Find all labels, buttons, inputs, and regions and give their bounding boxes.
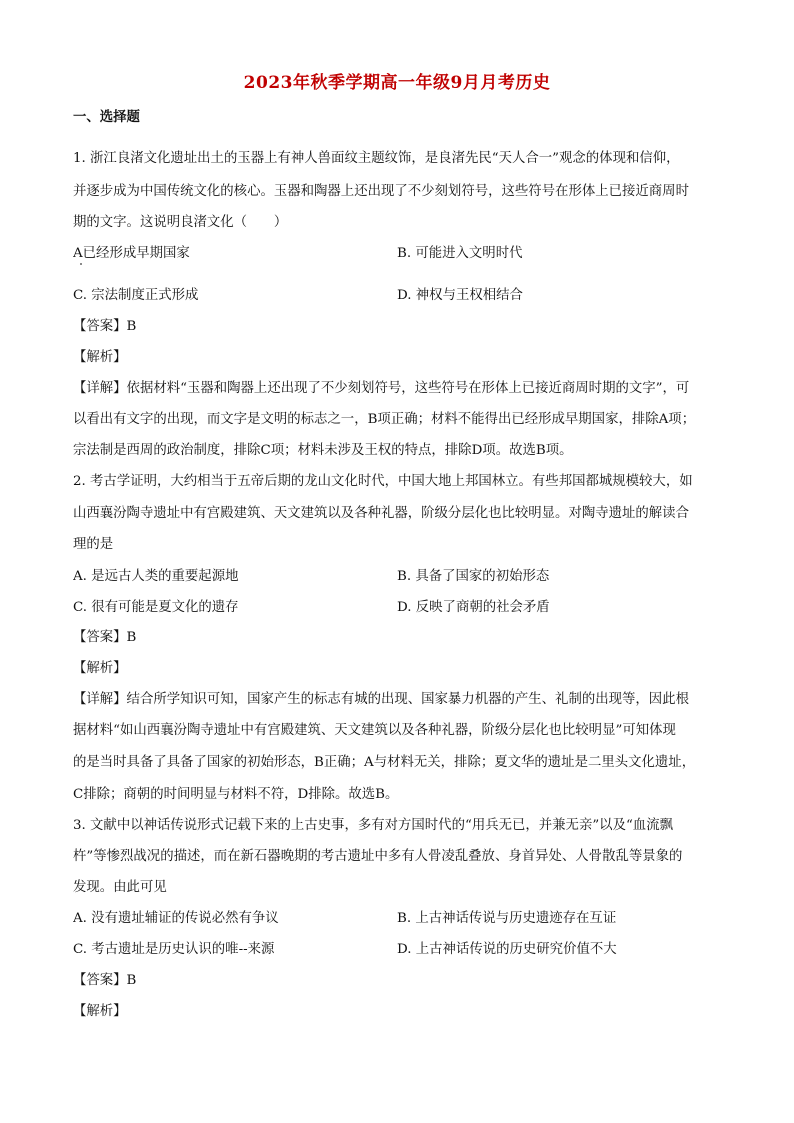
q3-stem-line3: 发现。由此可见	[73, 880, 167, 895]
section-heading: 一、选择题	[73, 109, 140, 125]
q2-option-c: C. 很有可能是夏文化的遗存	[73, 600, 239, 615]
q3-option-b: B. 上古神话传说与历史遗迹存在互证	[397, 911, 617, 926]
q1-option-c: C. 宗法制度正式形成	[73, 288, 199, 303]
q1-answer: 【答案】B	[73, 319, 137, 334]
q3-analysis-label: 【解析】	[73, 1004, 127, 1019]
q2-detail-line1: 【详解】结合所学知识可知，国家产生的标志有城的出现、国家暴力机器的产生、礼制的出现等，因此根	[73, 692, 689, 707]
q2-option-b: B. 具备了国家的初始形态	[397, 569, 550, 584]
q1-option-d: D. 神权与王权相结合	[397, 288, 523, 303]
stray-mark	[80, 263, 82, 265]
q2-stem-line1: 2. 考古学证明，大约相当于五帝后期的龙山文化时代，中国大地上邦国林立。有些邦国都城规模较大，如	[73, 474, 693, 489]
document-title: 2023年秋季学期高一年级9月月考历史	[243, 73, 551, 93]
q2-option-d: D. 反映了商朝的社会矛盾	[397, 600, 550, 615]
q2-detail-line4: C排除；商朝的时间明显与材料不符，D排除。故选B。	[73, 787, 399, 802]
q2-analysis-label: 【解析】	[73, 661, 127, 676]
q3-answer: 【答案】B	[73, 973, 137, 988]
q2-stem-line2: 山西襄汾陶寺遗址中有宫殿建筑、天文建筑以及各种礼器，阶级分层化也比较明显。对陶寺遗址的解读合	[73, 506, 689, 521]
q3-stem-line1: 3. 文献中以神话传说形式记载下来的上古史事，多有对方国时代的“用兵无已，并兼无亲”以及“血流飘	[73, 818, 673, 833]
q3-option-d: D. 上古神话传说的历史研究价值不大	[397, 942, 617, 957]
q3-option-c: C. 考古遗址是历史认识的唯--来源	[73, 942, 275, 957]
q2-detail-line3: 的是当时具备了具备了国家的初始形态，B正确；A与材料无关，排除；夏文华的遗址是二里头文化遗址，	[73, 755, 696, 770]
q1-detail-line3: 宗法制是西周的政治制度，排除C项；材料未涉及王权的特点，排除D项。故选B项。	[73, 443, 573, 458]
q1-detail-line2: 以看出有文字的出现，而文字是文明的标志之一，B项正确；材料不能得出已经形成早期国家，排除A项；	[73, 412, 696, 427]
q1-analysis-label: 【解析】	[73, 350, 127, 365]
q2-answer: 【答案】B	[73, 630, 137, 645]
q3-stem-line2: 杵”等惨烈战况的描述，而在新石器晚期的考古遗址中多有人骨凌乱叠放、身首异处、人骨散乱等景象的	[73, 849, 683, 864]
q2-option-a: A. 是远古人类的重要起源地	[73, 569, 239, 584]
q2-stem-line3: 理的是	[73, 537, 114, 552]
q1-option-a: A已经形成早期国家	[73, 246, 190, 261]
q3-option-a: A. 没有遗址辅证的传说必然有争议	[73, 911, 279, 926]
q1-stem-line2: 并逐步成为中国传统文化的核心。玉器和陶器上还出现了不少刻划符号，这些符号在形体上已接近商周时	[73, 184, 689, 199]
q2-detail-line2: 据材料“如山西襄汾陶寺遗址中有宫殿建筑、天文建筑以及各种礼器，阶级分层化也比较明显”可知体现	[73, 723, 676, 738]
q1-detail-line1: 【详解】依据材料“玉器和陶器上还出现了不少刻划符号，这些符号在形体上已接近商周时期的文字”，可	[73, 381, 690, 396]
q1-stem-line3: 期的文字。这说明良渚文化（ ）	[73, 215, 288, 230]
q1-option-b: B. 可能进入文明时代	[397, 246, 523, 261]
q1-stem-line1: 1. 浙江良渚文化遗址出土的玉器上有神人兽面纹主题纹饰，是良渚先民“天人合一”观念的体现和信仰，	[73, 151, 680, 166]
